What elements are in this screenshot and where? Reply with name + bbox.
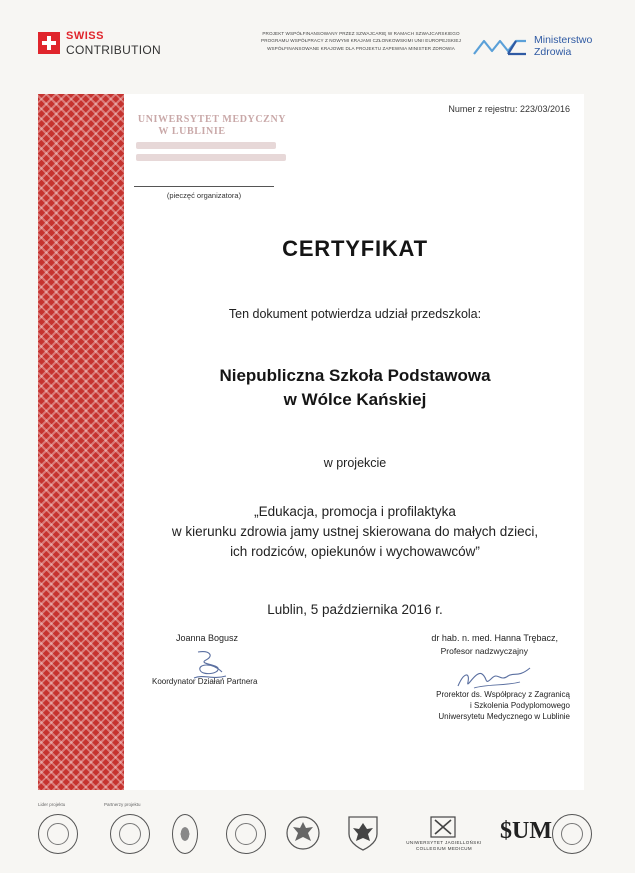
- right-signatory-role: [392, 689, 570, 722]
- project-funding-text: [252, 30, 470, 52]
- uj-text-line1: UNIWERSYTET JAGIELLOŃSKI: [406, 840, 482, 845]
- eagle-shield-icon: [346, 814, 380, 852]
- registry-number: Numer z rejestru: 223/03/2016: [448, 104, 570, 114]
- project-name-line: w kierunku zdrowia jamy ustnej skierowana do małych dzieci,: [171, 524, 539, 539]
- right-role-line: i Szkolenia Podyplomowego: [469, 701, 570, 710]
- stamp-address-line: [136, 142, 276, 149]
- certificate-intro: Ten dokument potwierdza udział przedszkola:: [228, 307, 482, 321]
- mz-wave-icon: [472, 36, 530, 58]
- ministry-of-health-logo: [472, 32, 592, 62]
- right-role-line: Uniwersytetu Medycznego w Lublinie: [438, 712, 570, 721]
- stamp-label: (pieczęć organizatora): [166, 191, 242, 200]
- left-signatory-name: Joanna Bogusz: [176, 633, 239, 643]
- swiss-logo-line1: SWISS: [66, 30, 104, 42]
- stamp-signature-line: [134, 186, 274, 187]
- swiss-logo-line2: CONTRIBUTION: [66, 43, 161, 57]
- right-signatory-title: Profesor nadzwyczajny: [440, 646, 528, 656]
- place-and-date: Lublin, 5 października 2016 r.: [267, 602, 443, 617]
- certificate-title: CERTYFIKAT: [282, 236, 428, 261]
- school-name-line2: w Wólce Kańskiej: [283, 390, 427, 409]
- eagle-crest-icon: [286, 814, 320, 852]
- uj-crest-icon: [430, 816, 456, 838]
- stamp-address-line: [136, 154, 286, 161]
- partner-seal-icon: [226, 814, 266, 854]
- school-name-line1: Niepubliczna Szkoła Podstawowa: [219, 366, 491, 385]
- sum-logo-icon: $UM: [500, 818, 552, 844]
- partner-round-seal-icon: [552, 814, 592, 854]
- ministry-logo-line1: Ministerstwo: [534, 34, 593, 46]
- swiss-cross-icon: [38, 32, 60, 54]
- partners-label: Partnerzy projektu: [104, 802, 141, 807]
- right-role-line: Prorektor ds. Współpracy z Zagranicą: [436, 690, 570, 699]
- project-text-line: PROGRAMU WSPÓŁPRACY Z NOWYMI KRAJAMI CZŁONKOWSKIMI UNII EUROPEJSKIEJ: [261, 38, 461, 44]
- leader-seal-icon: [38, 814, 78, 854]
- partner-oval-emblem-icon: [172, 814, 198, 854]
- project-name-line: „Edukacja, promocja i profilaktyka: [254, 504, 456, 519]
- uj-cm-logo-icon: [394, 814, 494, 856]
- project-text-line: WSPÓŁFINANSOWANE KRAJOWE DLA PROJEKTU ZAPEWNIA MINISTER ZDROWIA: [267, 45, 455, 51]
- swiss-contribution-logo: [38, 30, 168, 60]
- right-signatory-name: dr hab. n. med. Hanna Trębacz,: [431, 633, 558, 643]
- in-project-text: w projekcie: [323, 456, 387, 470]
- leader-label: Lider projektu: [38, 802, 66, 807]
- left-signatory-role: Koordynator Działań Partnera: [152, 677, 258, 686]
- stamp-line2: W LUBLINIE: [158, 126, 226, 137]
- organizer-stamp: [126, 114, 292, 166]
- ministry-logo-line2: Zdrowia: [534, 46, 572, 58]
- stamp-line1: UNIWERSYTET MEDYCZNY: [137, 114, 287, 125]
- decorative-side-band: [38, 94, 124, 790]
- project-text-line: PROJEKT WSPÓŁFINANSOWANY PRZEZ SZWAJCARIĘ W RAMACH SZWAJCARSKIEGO: [262, 31, 460, 36]
- partner-seal-icon: [110, 814, 150, 854]
- project-name-line: ich rodziców, opiekunów i wychowawców”: [230, 544, 480, 559]
- uj-text-line2: COLLEGIUM MEDICUM: [415, 846, 473, 851]
